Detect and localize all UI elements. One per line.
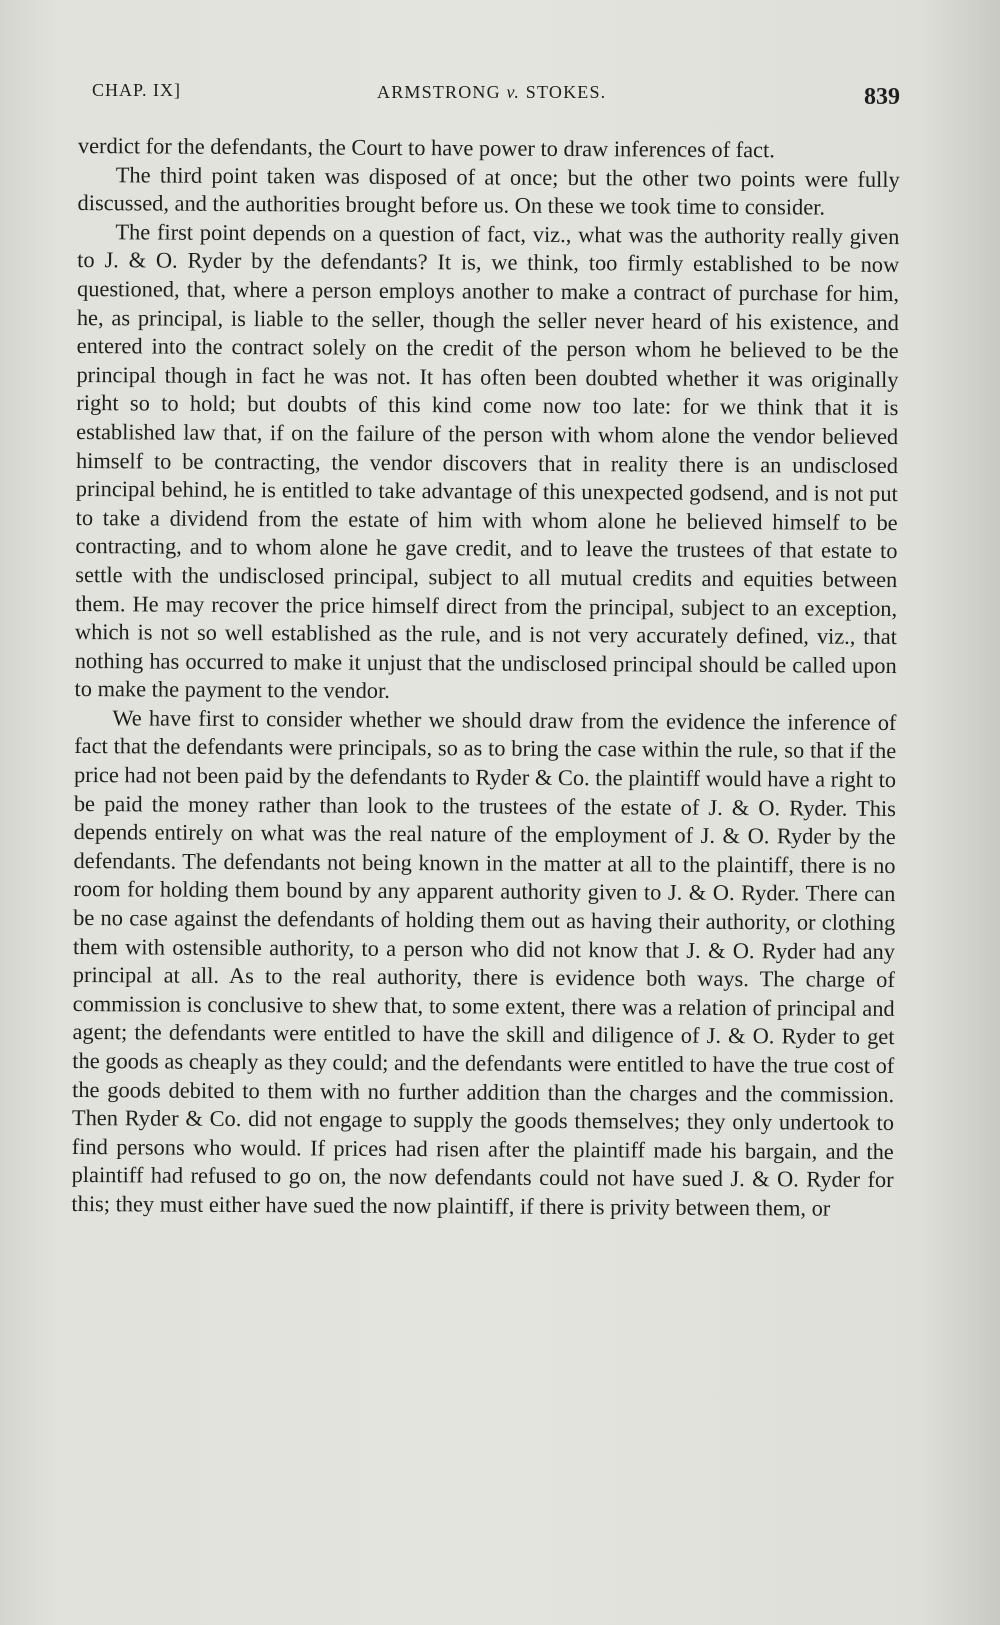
case-title-right: STOKES.	[525, 82, 607, 102]
chapter-label: CHAP. IX]	[92, 80, 182, 100]
body-text	[71, 132, 900, 1224]
paragraph-1: verdict for the defendants, the Court to have power to draw inferences of fact.	[77, 132, 775, 163]
case-title-v: v.	[506, 82, 521, 102]
paragraph-2: The third point taken was disposed of at once; but the other two points were fully discussed, and the authorities brought before us. On these we took time to consider.	[77, 161, 900, 220]
page-number: 839	[864, 84, 900, 110]
paragraph-4: We have first to consider whether we should draw from the evidence the inference of fact that the defendants were principals, so as to bring the case within the rule, so that if the price had not been paid by the defendants to Ryder & Co. the plaintiff would have a right to be paid the money rather than look to the trustees of the estate of J. & O. Ryder. This depends entirely on what was the real nature of the employment of J. & O. Ryder by the defendants. The defendants not being known in the matter at all to the plaintiff, there is no room for holding them bound by any apparent authority given to J. & O. Ryder. There can be no case against the defendants of holding them out as having their authority, or clothing them with ostensible authority, to a person who did not know that J. & O. Ryder had any principal at all. As to the real authority, there is evidence both ways. The charge of commission is conclusive to shew that, to some extent, there was a relation of principal and agent; the defendants were entitled to have the skill and diligence of J. & O. Ryder to get the goods as cheaply as they could; and the defendants were entitled to have the true cost of the goods debited to them with no further addition than the charges and the commission. Then Ryder & Co. did not engage to supply the goods themselves; they only undertook to find persons who would. If prices had risen after the plaintiff made his bargain, and the plaintiff had refused to go on, the now defendants could not have sued J. & O. Ryder for this; they must either have sued the now plaintiff, if there is privity between them, or	[71, 705, 897, 1221]
case-title-left: ARMSTRONG	[377, 82, 501, 102]
paragraph-3: The first point depends on a question of fact, viz., what was the authority really given to J. & O. Ryder by the defendants? It is, we think, too firmly established to be now questioned, that, where a person employs another to make a contract of purchase for him, he, as principal, is liable to the seller, though the seller never heard of his existence, and entered into the contract solely on the credit of the person whom he believed to be the principal though in fact he was not. It has often been doubted whether it was originally right so to hold; but doubts of this kind come now too late: for we think that it is established law that, if on the failure of the person with whom alone the vendor believed himself to be contracting, the vendor discovers that in reality there is an undisclosed principal behind, he is entitled to take advantage of this unexpected godsend, and is not put to take a dividend from the estate of him with whom alone he believed himself to be contracting, and to whom alone he gave credit, and to leave the trustees of that estate to settle with the undisclosed principal, subject to all mutual credits and equities between them. He may recover the price himself direct from the principal, subject to an exception, which is not so well established as the rule, and is not very accurately defined, viz., that nothing has occurred to make it unjust that the undisclosed principal should be called upon to make the payment to the vendor.	[74, 219, 900, 704]
case-title	[377, 82, 606, 103]
running-header	[92, 74, 900, 114]
